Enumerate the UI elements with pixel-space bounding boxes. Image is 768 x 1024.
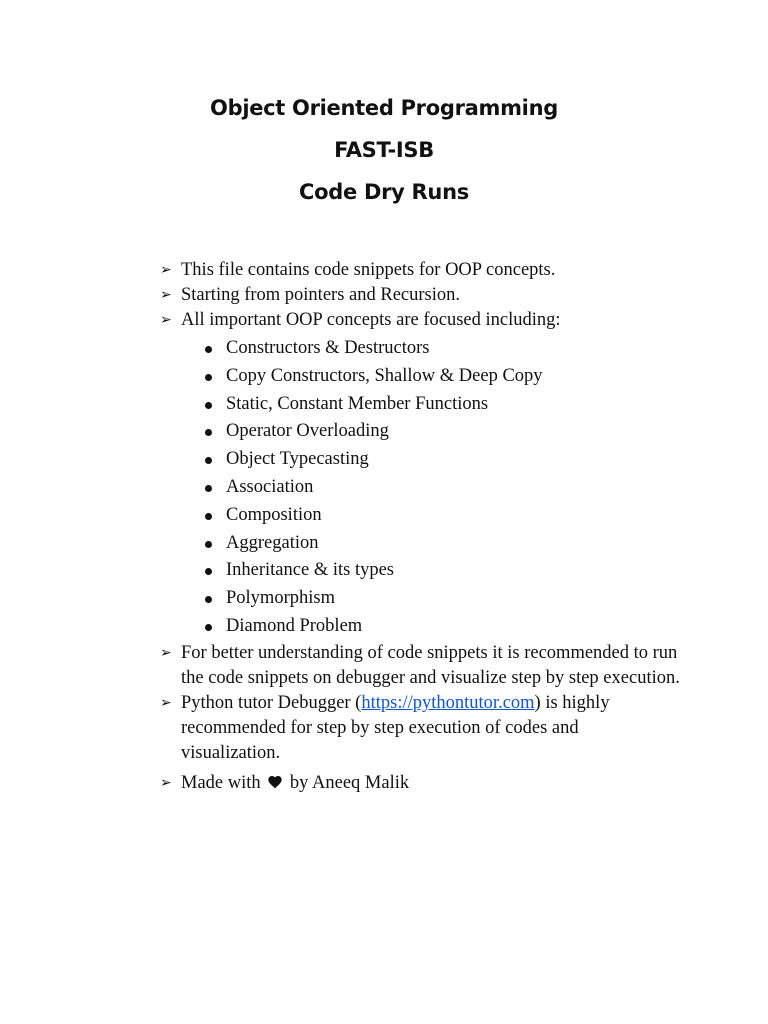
bullet-dot-icon — [205, 624, 212, 631]
concept-text: Copy Constructors, Shallow & Deep Copy — [226, 365, 543, 386]
concept-text: Static, Constant Member Functions — [226, 393, 489, 414]
concept-text: Aggregation — [226, 532, 319, 553]
list-item — [160, 641, 680, 691]
concept-item — [160, 363, 680, 391]
concept-text: Object Typecasting — [226, 449, 369, 470]
concept-item — [160, 585, 680, 613]
bullet-dot-icon — [205, 429, 212, 436]
debugger-suffix: ) is highly recommended for step by step execution of codes and visualization. — [181, 692, 610, 763]
concept-item — [160, 530, 680, 558]
list-item — [160, 691, 680, 766]
concept-text: Association — [226, 476, 314, 497]
bullet-dot-icon — [205, 596, 212, 603]
concept-item — [160, 502, 680, 530]
bullet-dot-icon — [205, 513, 212, 520]
concept-item — [160, 613, 680, 641]
document-title: Object Oriented Programming — [210, 96, 558, 120]
arrow-bullet-icon: ➢ — [160, 774, 172, 791]
heart-icon — [267, 774, 283, 790]
list-item-text: Starting from pointers and Recursion. — [181, 285, 460, 305]
concept-item — [160, 474, 680, 502]
arrow-bullet-icon: ➢ — [160, 262, 172, 278]
concept-text: Diamond Problem — [226, 615, 363, 636]
recommendation-text: For better understanding of code snippets it is recommended to run the code snippets on debugger and visualize step by step execution. — [181, 642, 680, 688]
list-item — [160, 771, 680, 796]
concept-item — [160, 446, 680, 474]
pythontutor-link[interactable]: https://pythontutor.com — [361, 692, 535, 713]
list-item — [160, 283, 680, 308]
bullet-dot-icon — [205, 541, 212, 548]
arrow-bullet-icon: ➢ — [160, 694, 172, 711]
credit-prefix: Made with — [181, 772, 261, 793]
list-item-text: All important OOP concepts are focused including: — [181, 310, 561, 330]
concept-text: Constructors & Destructors — [226, 338, 430, 358]
concept-text: Composition — [226, 504, 322, 525]
concepts-list — [160, 335, 680, 641]
concept-item — [160, 391, 680, 419]
concept-text: Inheritance & its types — [226, 560, 394, 581]
concept-item — [160, 557, 680, 585]
list-item-text: This file contains code snippets for OOP concepts. — [181, 260, 556, 280]
concept-item — [160, 418, 680, 446]
content-body — [160, 258, 680, 796]
document-subtitle: FAST-ISB — [334, 138, 434, 162]
concept-text: Operator Overloading — [226, 421, 389, 442]
arrow-bullet-icon: ➢ — [160, 312, 172, 328]
bullet-dot-icon — [205, 457, 212, 464]
title-block — [0, 92, 768, 218]
bullet-dot-icon — [205, 374, 212, 381]
list-item — [160, 308, 680, 333]
bullet-dot-icon — [205, 568, 212, 575]
document-heading: Code Dry Runs — [299, 180, 469, 204]
credit-suffix: by Aneeq Malik — [289, 772, 410, 793]
bullet-dot-icon — [205, 485, 212, 492]
debugger-prefix: Python tutor Debugger ( — [181, 692, 362, 713]
bullet-dot-icon — [205, 402, 212, 409]
arrow-bullet-icon: ➢ — [160, 287, 172, 303]
bullet-dot-icon — [205, 346, 212, 353]
arrow-bullet-icon: ➢ — [160, 644, 172, 661]
concept-item — [160, 335, 680, 363]
list-item — [160, 258, 680, 283]
concept-text: Polymorphism — [226, 588, 335, 609]
